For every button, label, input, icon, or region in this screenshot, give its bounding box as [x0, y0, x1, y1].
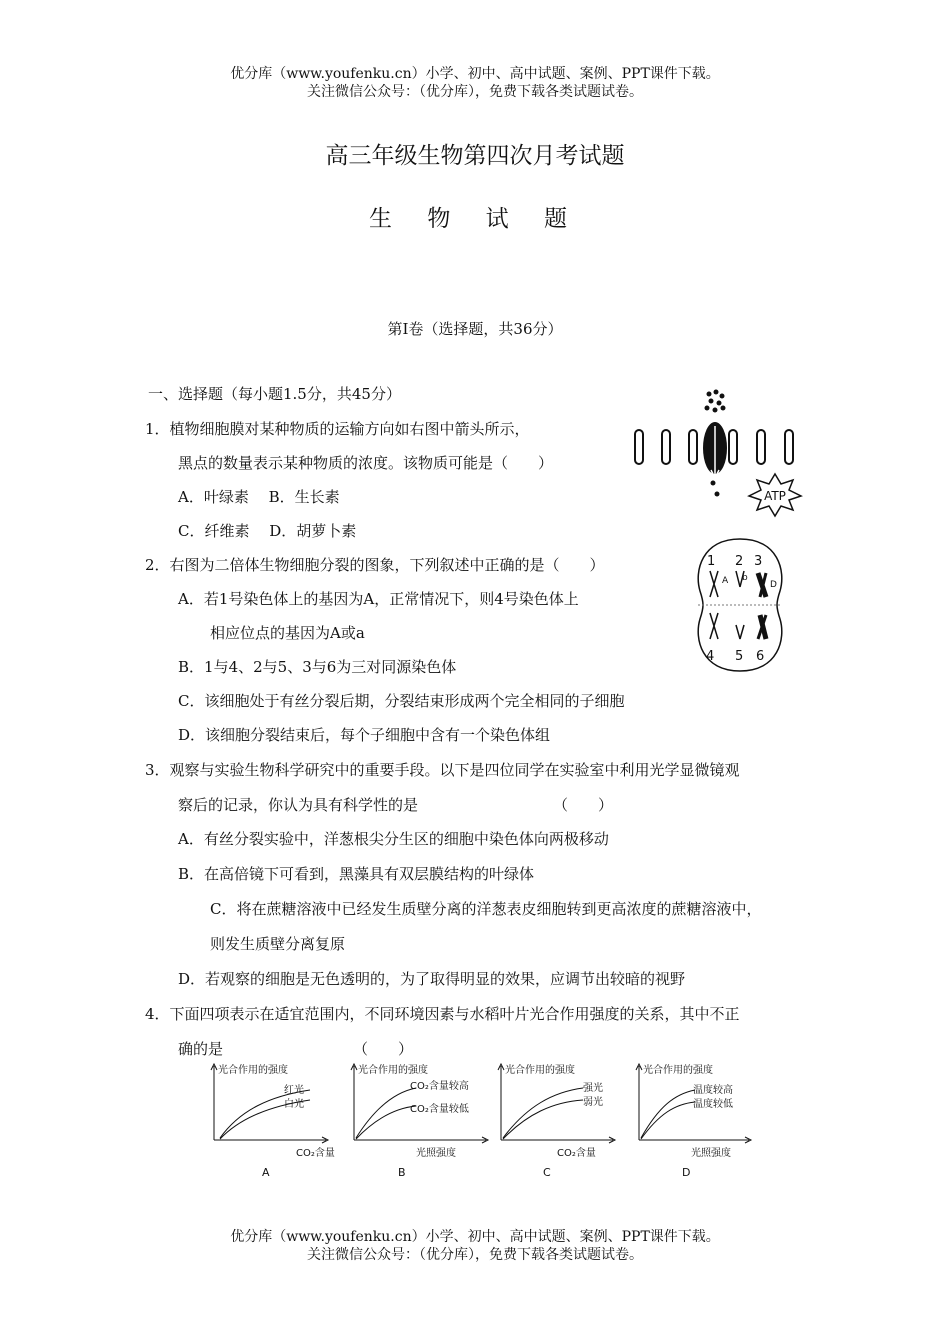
- solute-dots-top: [705, 390, 726, 413]
- graph-b-curve-low: CO₂含量较低: [410, 1104, 469, 1115]
- q2-stem: 2．右图为二倍体生物细胞分裂的图象，下列叙述中正确的是（ ）: [145, 556, 605, 574]
- section-title: 一、选择题（每小题1.5分，共45分）: [148, 385, 401, 403]
- part-title: 第Ⅰ卷（选择题，共36分）: [387, 320, 563, 338]
- solute-dots-bottom: [711, 481, 720, 497]
- graph-c-curve-low: 弱光: [583, 1097, 603, 1108]
- graph-d-letter: D: [682, 1166, 691, 1179]
- chromosome-label-4: 4: [706, 649, 715, 664]
- page-subtitle: 生 物 试 题: [369, 206, 581, 232]
- q2-option-d: D．该细胞分裂结束后，每个子细胞中含有一个染色体组: [178, 726, 551, 744]
- graph-b-letter: B: [398, 1166, 406, 1179]
- q2-option-b: B．1与4、2与5、3与6为三对同源染色体: [178, 658, 457, 676]
- footer-line-1: 优分库（www.youfenku.cn）小学、初中、高中试题、案例、PPT课件下载。: [230, 1229, 720, 1245]
- header-line-1: 优分库（www.youfenku.cn）小学、初中、高中试题、案例、PPT课件下载。: [230, 66, 720, 82]
- q3-option-b: B．在高倍镜下可看到，黑藻具有双层膜结构的叶绿体: [178, 865, 535, 883]
- graph-d-ylabel: 光合作用的强度: [643, 1065, 713, 1076]
- gene-label-a: A: [722, 576, 729, 586]
- q4-stem-line2: 确的是: [178, 1040, 224, 1058]
- chromosomes-bottom: [710, 613, 744, 639]
- q3-stem-line1: 3．观察与实验生物科学研究中的重要手段。以下是四位同学在实验室中利用光学显微镜观: [145, 761, 740, 779]
- q3-answer-paren: （ ）: [553, 796, 614, 814]
- graph-a: [200, 1060, 335, 1180]
- q2-option-c: C．该细胞处于有丝分裂后期，分裂结束形成两个完全相同的子细胞: [178, 692, 625, 710]
- chromosome-label-3: 3: [754, 554, 763, 569]
- graph-d-xlabel: 光照强度: [691, 1148, 731, 1159]
- graph-a-ylabel: 光合作用的强度: [218, 1065, 288, 1076]
- graph-b-xlabel: 光照强度: [416, 1148, 456, 1159]
- chromosome-label-2: 2: [735, 554, 744, 569]
- chromosome-label-6: 6: [756, 649, 765, 664]
- q3-stem-line2: 察后的记录，你认为具有科学性的是: [178, 796, 419, 814]
- graph-c-letter: C: [543, 1166, 551, 1179]
- graph-b-ylabel: 光合作用的强度: [358, 1065, 428, 1076]
- graph-b-curve-high: CO₂含量较高: [410, 1081, 469, 1092]
- footer-line-2: 关注微信公众号：（优分库），免费下载各类试题试卷。: [307, 1247, 643, 1263]
- q3-option-c-line2: 则发生质壁分离复原: [210, 935, 346, 953]
- graph-d-curve-low: 温度较低: [693, 1099, 733, 1110]
- q4-stem-line1: 4．下面四项表示在适宜范围内，不同环境因素与水稻叶片光合作用强度的关系，其中不正: [145, 1005, 740, 1023]
- header-line-2: 关注微信公众号：（优分库），免费下载各类试题试卷。: [307, 84, 643, 100]
- graph-a-letter: A: [262, 1166, 270, 1179]
- atp-label: ATP: [764, 489, 786, 503]
- chromosome-label-1: 1: [707, 554, 716, 569]
- q3-option-a: A．有丝分裂实验中，洋葱根尖分生区的细胞中染色体向两极移动: [178, 830, 609, 848]
- graph-a-curve-low: 白光: [284, 1099, 304, 1110]
- q2-option-a-line2: 相应位点的基因为A或a: [210, 624, 365, 642]
- q1-option-line2: C．纤维素 D．胡萝卜素: [178, 522, 357, 540]
- membrane-transport-figure: [625, 388, 815, 520]
- q1-stem-line2: 黑点的数量表示某种物质的浓度。该物质可能是（ ）: [178, 454, 554, 472]
- graph-d: [625, 1060, 755, 1180]
- cell-division-figure: [690, 535, 790, 675]
- q3-option-c-line1: C．将在蔗糖溶液中已经发生质壁分离的洋葱表皮细胞转到更高浓度的蔗糖溶液中，: [210, 900, 762, 918]
- graph-c-xlabel: CO₂含量: [557, 1148, 596, 1159]
- q2-option-a-line1: A．若1号染色体上的基因为A，正常情况下，则4号染色体上: [178, 590, 579, 608]
- q1-option-line1: A．叶绿素 B．生长素: [178, 488, 340, 506]
- graph-b: [340, 1060, 490, 1180]
- q1-stem-line1: 1．植物细胞膜对某种物质的运输方向如右图中箭头所示，: [145, 420, 530, 438]
- graph-a-curve-high: 红光: [284, 1085, 304, 1096]
- graph-d-curve-high: 温度较高: [693, 1085, 733, 1096]
- page-title: 高三年级生物第四次月考试题: [325, 143, 625, 169]
- q3-option-d: D．若观察的细胞是无色透明的，为了取得明显的效果，应调节出较暗的视野: [178, 970, 686, 988]
- graph-c-curve-high: 强光: [583, 1083, 603, 1094]
- chromosome-label-5: 5: [735, 649, 744, 664]
- q4-answer-paren: （ ）: [353, 1040, 414, 1058]
- graph-a-xlabel: CO₂含量: [296, 1148, 335, 1159]
- gene-label-b: b: [742, 573, 748, 583]
- graph-c: [487, 1060, 617, 1180]
- graph-c-ylabel: 光合作用的强度: [505, 1065, 575, 1076]
- gene-label-d: D: [770, 580, 777, 590]
